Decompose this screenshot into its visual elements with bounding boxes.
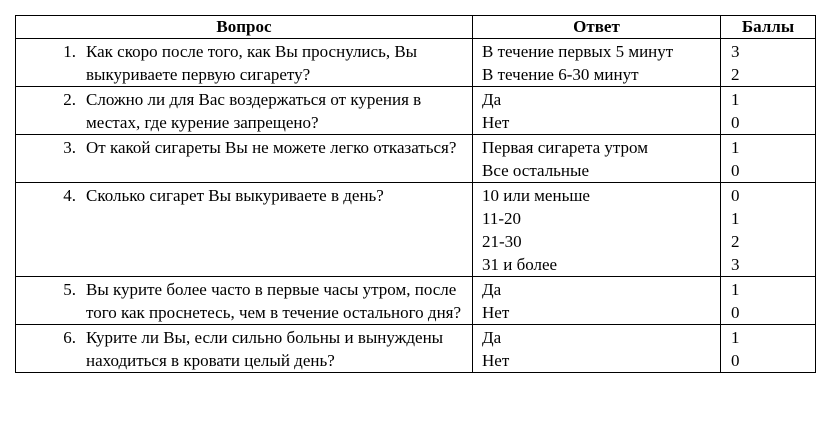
points-value: 3 [731, 42, 740, 61]
header-question: Вопрос [16, 16, 473, 39]
question-text: Вы курите более часто в первые часы утром, после того как проснетесь, чем в течение остального дня? [86, 280, 462, 322]
header-points: Баллы [721, 16, 816, 39]
points-value: 1 [731, 90, 740, 109]
answer-option: Да [482, 90, 502, 109]
points-value: 0 [731, 113, 740, 132]
answer-option: Нет [482, 351, 510, 370]
table-row [16, 87, 816, 135]
fagerstrom-test-table [15, 15, 816, 373]
question-text: Как скоро после того, как Вы проснулись, Вы выкуриваете первую сигарету? [86, 42, 418, 84]
answer-cell [473, 325, 721, 373]
answer-option: Нет [482, 113, 510, 132]
points-value: 1 [731, 328, 740, 347]
points-value: 0 [731, 351, 740, 370]
question-cell [16, 135, 473, 183]
question-cell [16, 39, 473, 87]
points-value: 0 [731, 161, 740, 180]
points-value: 3 [731, 255, 740, 274]
question-number: 6. [63, 328, 76, 347]
question-text: Сколько сигарет Вы выкуриваете в день? [86, 186, 384, 205]
question-number: 3. [63, 138, 76, 157]
table-row [16, 183, 816, 277]
table-row [16, 325, 816, 373]
points-value: 1 [731, 280, 740, 299]
points-cell [721, 135, 816, 183]
question-text: Сложно ли для Вас воздержаться от курения в местах, где курение запрещено? [86, 90, 422, 132]
answer-option: Нет [482, 303, 510, 322]
points-cell [721, 277, 816, 325]
points-value: 0 [731, 303, 740, 322]
answer-cell [473, 277, 721, 325]
question-cell [16, 325, 473, 373]
answer-option: Первая сигарета утром [482, 138, 648, 157]
question-cell [16, 183, 473, 277]
question-number: 4. [63, 186, 76, 205]
points-value: 2 [731, 232, 740, 251]
question-text: От какой сигареты Вы не можете легко отказаться? [86, 138, 457, 157]
table-header-row [16, 16, 816, 39]
answer-option: 10 или меньше [482, 186, 590, 205]
question-cell [16, 277, 473, 325]
answer-option: Да [482, 328, 502, 347]
answer-option: Все остальные [482, 161, 589, 180]
points-value: 2 [731, 65, 740, 84]
table-row [16, 277, 816, 325]
question-number: 1. [63, 42, 76, 61]
points-value: 1 [731, 209, 740, 228]
answer-cell [473, 183, 721, 277]
answer-option: В течение 6-30 минут [482, 65, 639, 84]
question-number: 5. [63, 280, 76, 299]
points-value: 1 [731, 138, 740, 157]
answer-cell [473, 39, 721, 87]
answer-option: 31 и более [482, 255, 558, 274]
answer-cell [473, 135, 721, 183]
header-answer: Ответ [473, 16, 721, 39]
question-number: 2. [63, 90, 76, 109]
points-cell [721, 183, 816, 277]
points-cell [721, 39, 816, 87]
answer-cell [473, 87, 721, 135]
points-value: 0 [731, 186, 740, 205]
answer-option: 11-20 [482, 209, 522, 228]
table-row [16, 39, 816, 87]
question-cell [16, 87, 473, 135]
points-cell [721, 325, 816, 373]
table-row [16, 135, 816, 183]
question-text: Курите ли Вы, если сильно больны и вынуждены находиться в кровати целый день? [86, 328, 444, 370]
answer-option: В течение первых 5 минут [482, 42, 674, 61]
answer-option: Да [482, 280, 502, 299]
points-cell [721, 87, 816, 135]
answer-option: 21-30 [482, 232, 522, 251]
